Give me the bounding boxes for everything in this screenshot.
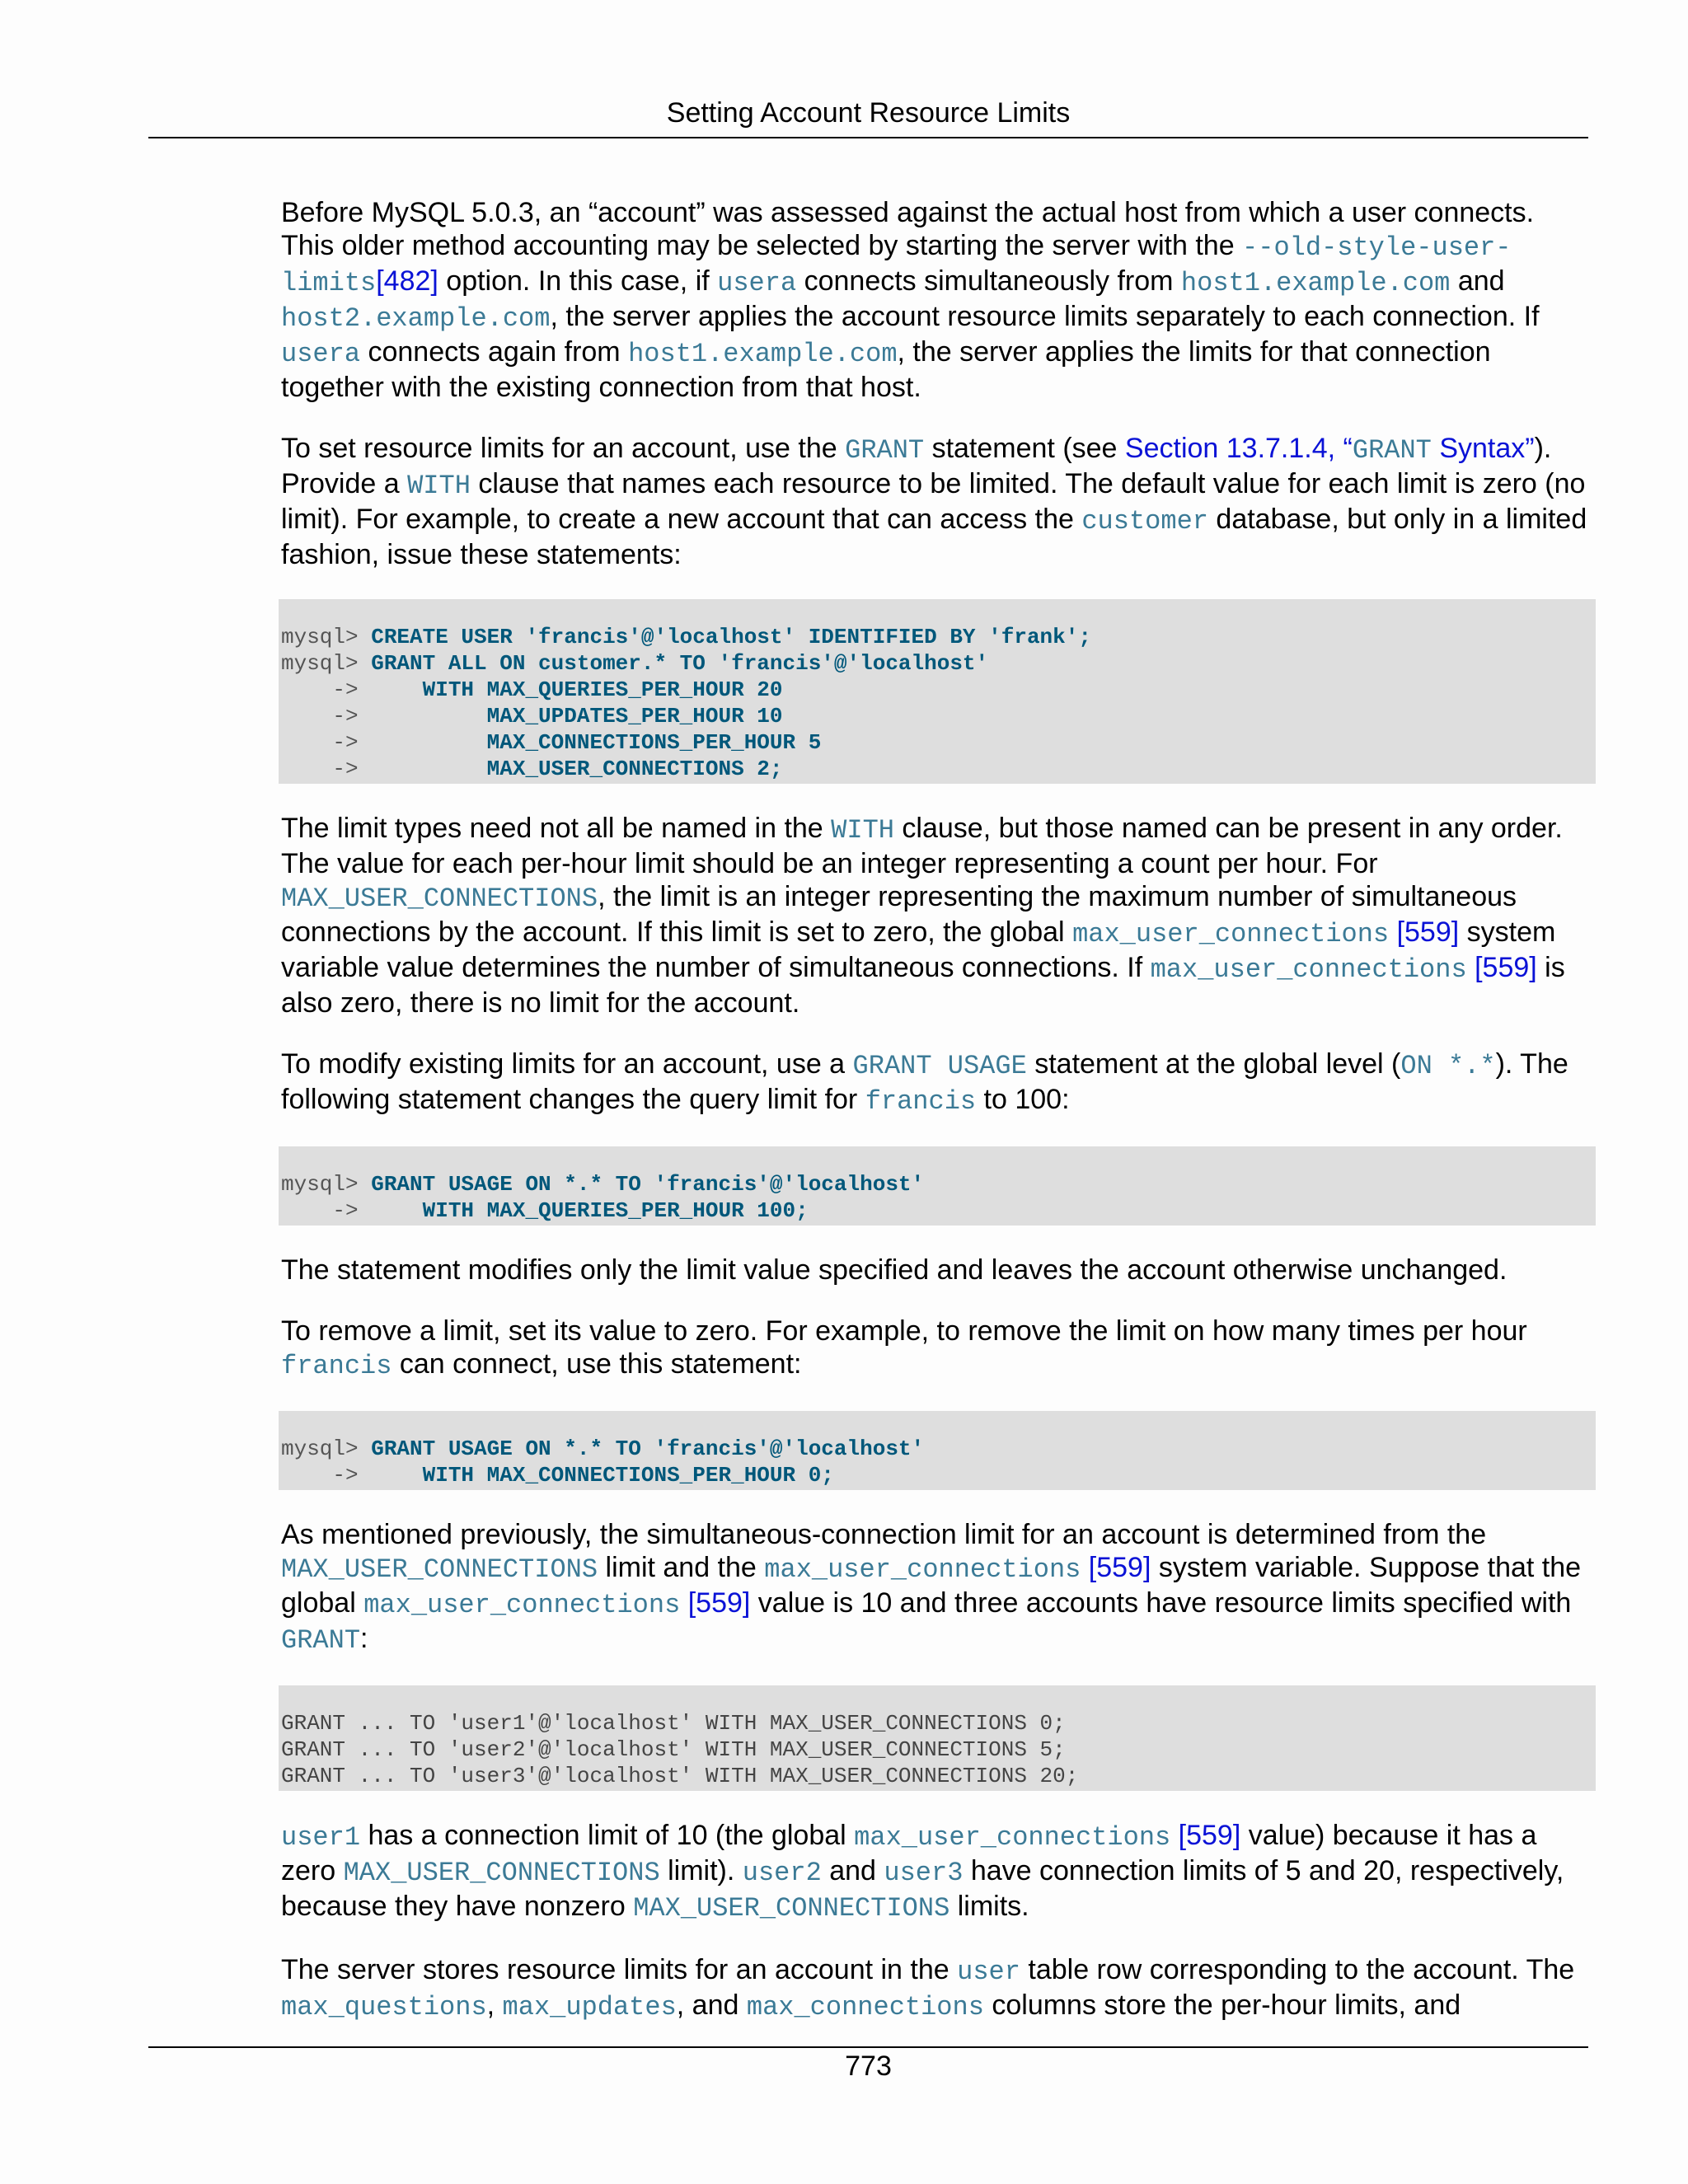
variable-link[interactable]: max_user_connections [1072, 919, 1390, 949]
text [1467, 952, 1475, 983]
text: value) because it has a zero [281, 1820, 1537, 1886]
page-ref-link[interactable]: [559] [1475, 952, 1537, 983]
code-block-grant-examples [279, 1685, 1596, 1791]
text: , and [676, 1990, 747, 2021]
text: have connection limits of 5 and 20, respectively, because they have nonzero [281, 1855, 1564, 1922]
text: option. In this case, if [438, 265, 718, 297]
text: statement (see [924, 433, 1125, 464]
paragraph-9 [281, 1953, 1592, 2024]
text: clause, but those named can be present in any order. The value for each per-hour limit should be an integer representing a count per hour. For [281, 813, 1563, 879]
sql-command: WITH MAX_QUERIES_PER_HOUR 100; [371, 1198, 809, 1223]
text: to 100: [976, 1084, 1070, 1115]
link-code: GRANT [1352, 435, 1432, 466]
text: , [486, 1990, 503, 2021]
text [1081, 1552, 1088, 1583]
code-block-grant-usage-queries [279, 1146, 1596, 1226]
text: and [1450, 265, 1505, 297]
text: table row corresponding to the account. The [1020, 1954, 1575, 1985]
paragraph-7 [281, 1518, 1592, 1657]
text [680, 1587, 687, 1619]
text: connects simultaneously from [796, 265, 1181, 297]
text: and [821, 1855, 884, 1886]
paragraph-4 [281, 1047, 1592, 1118]
code-literal: user [957, 1957, 1020, 1987]
text: has a connection limit of 10 (the global [360, 1820, 855, 1851]
sql-command: GRANT USAGE ON *.* TO 'francis'@'localhost' [371, 1172, 925, 1197]
code-literal: MAX_USER_CONNECTIONS [343, 1858, 660, 1888]
text [1170, 1820, 1178, 1851]
text: system variable value determines the number of simultaneous connections. If [281, 916, 1556, 983]
sql-command: WITH MAX_QUERIES_PER_HOUR 20 [371, 677, 783, 702]
footer-divider [148, 2046, 1588, 2048]
code-literal: MAX_USER_CONNECTIONS [281, 883, 598, 914]
text: The limit types need not all be named in the [281, 813, 832, 844]
paragraph-6 [281, 1315, 1592, 1383]
text: database, but only in a limited fashion, issue these statements: [281, 504, 1587, 570]
sql-command: CREATE USER 'francis'@'localhost' IDENTIFIED BY 'frank'; [371, 625, 1091, 649]
code-literal: max_updates [502, 1992, 677, 2022]
text: is also zero, there is no limit for the account. [281, 952, 1565, 1019]
code-literal: max_questions [281, 1992, 487, 2022]
code-link[interactable]: GRANT USAGE [852, 1051, 1027, 1081]
text: statement at the global level ( [1026, 1048, 1401, 1080]
code-literal: francis [281, 1351, 392, 1381]
text: The statement modifies only the limit value specified and leaves the account otherwise unchanged. [281, 1254, 1507, 1286]
prompt: -> [281, 730, 372, 755]
variable-link[interactable]: max_user_connections [363, 1590, 681, 1620]
code-literal: WITH [407, 471, 471, 501]
prompt: mysql> [281, 625, 372, 649]
text: As mentioned previously, the simultaneous-connection limit for an account is determined from the [281, 1519, 1487, 1550]
sql-command: GRANT ALL ON customer.* TO 'francis'@'localhost' [371, 651, 989, 676]
paragraph-3 [281, 812, 1592, 1019]
code-block-create-user [279, 599, 1596, 784]
prompt: -> [281, 677, 372, 702]
code-line: GRANT ... TO 'user3'@'localhost' WITH MAX_USER_CONNECTIONS 20; [281, 1764, 1079, 1788]
text: , the server applies the limits for that connection together with the existing connection from that host. [281, 336, 1491, 403]
text: columns store the per-hour limits, and [983, 1990, 1461, 2021]
text: : [360, 1623, 368, 1654]
code-literal: user2 [742, 1858, 822, 1888]
variable-link[interactable]: max_user_connections [764, 1554, 1081, 1585]
sql-command: MAX_UPDATES_PER_HOUR 10 [371, 704, 783, 729]
variable-link[interactable]: max_user_connections [1150, 954, 1467, 985]
page-ref-link[interactable]: [559] [1088, 1552, 1151, 1583]
prompt: mysql> [281, 1436, 372, 1461]
code-block-grant-usage-connections [279, 1411, 1596, 1490]
text: ). Provide a [281, 433, 1552, 499]
sql-command: WITH MAX_CONNECTIONS_PER_HOUR 0; [371, 1463, 834, 1488]
variable-link[interactable]: max_user_connections [854, 1822, 1171, 1853]
code-literal: WITH [831, 815, 894, 846]
text [1389, 916, 1396, 948]
header-divider [148, 137, 1588, 138]
page-header-title: Setting Account Resource Limits [666, 97, 1071, 129]
code-literal: usera [281, 339, 361, 369]
code-literal: ON *.* [1400, 1051, 1496, 1081]
text: To remove a limit, set its value to zero. For example, to remove the limit on how many times per hour [281, 1315, 1527, 1347]
page-ref-link[interactable]: [559] [1396, 916, 1460, 948]
text: limit and the [598, 1552, 765, 1583]
text: The server stores resource limits for an account in the [281, 1954, 958, 1985]
code-literal: host1.example.com [628, 339, 898, 369]
code-literal: user3 [884, 1858, 964, 1888]
code-line: GRANT ... TO 'user2'@'localhost' WITH MAX_USER_CONNECTIONS 5; [281, 1737, 1066, 1762]
text: , the server applies the account resource limits separately to each connection. If [550, 301, 1540, 332]
text: To set resource limits for an account, use the [281, 433, 846, 464]
page-ref-link[interactable]: [482] [376, 265, 438, 297]
paragraph-5 [281, 1254, 1592, 1286]
code-literal: MAX_USER_CONNECTIONS [281, 1554, 598, 1585]
link-text: Syntax” [1431, 433, 1535, 464]
text: can connect, use this statement: [392, 1348, 802, 1380]
text: value is 10 and three accounts have resource limits specified with [750, 1587, 1572, 1619]
code-literal: francis [865, 1086, 977, 1117]
sql-command: MAX_USER_CONNECTIONS 2; [371, 757, 783, 781]
text: ). The following statement changes the query limit for [281, 1048, 1568, 1115]
text: , the limit is an integer representing the maximum number of simultaneous connections by the account. If this limit is set to zero, the global [281, 881, 1517, 948]
text: limits. [950, 1891, 1029, 1922]
prompt: -> [281, 1463, 372, 1488]
code-literal: usera [717, 268, 797, 298]
text: To modify existing limits for an account, use a [281, 1048, 853, 1080]
text: system variable. Suppose that the global [281, 1552, 1582, 1619]
paragraph-1 [281, 196, 1592, 404]
prompt: -> [281, 1198, 372, 1223]
sql-command: MAX_CONNECTIONS_PER_HOUR 5 [371, 730, 822, 755]
text: connects again from [360, 336, 629, 368]
code-literal: host2.example.com [281, 303, 551, 334]
page-ref-link[interactable]: [559] [687, 1587, 751, 1619]
section-link[interactable] [1125, 433, 1535, 464]
paragraph-2 [281, 432, 1592, 571]
paragraph-8 [281, 1819, 1592, 1925]
prompt: mysql> [281, 1172, 372, 1197]
code-literal: customer [1081, 506, 1208, 537]
code-literal: host1.example.com [1180, 268, 1451, 298]
text: Before MySQL 5.0.3, an “account” was assessed against the actual host from which a user connects. This older method accounting may be selected by starting the server with the [281, 197, 1535, 261]
page-body [281, 196, 1592, 2052]
page-ref-link[interactable]: [559] [1178, 1820, 1241, 1851]
option-name[interactable]: --old-style-user-limits [281, 232, 1512, 298]
link-text: Section 13.7.1.4, “ [1124, 433, 1353, 464]
prompt: -> [281, 704, 372, 729]
text: limit). [659, 1855, 743, 1886]
page-number: 773 [845, 2050, 892, 2082]
prompt: -> [281, 757, 372, 781]
code-line: GRANT ... TO 'user1'@'localhost' WITH MAX_USER_CONNECTIONS 0; [281, 1711, 1066, 1736]
code-literal: max_connections [746, 1992, 984, 2022]
code-link[interactable]: GRANT [281, 1625, 361, 1656]
code-literal: MAX_USER_CONNECTIONS [633, 1893, 950, 1924]
prompt: mysql> [281, 651, 372, 676]
code-link[interactable]: GRANT [845, 435, 925, 466]
code-literal: user1 [281, 1822, 361, 1853]
sql-command: GRANT USAGE ON *.* TO 'francis'@'localhost' [371, 1436, 925, 1461]
text: clause that names each resource to be limited. The default value for each limit is zero (no limit). For example, to create a new account that can access the [281, 468, 1586, 535]
